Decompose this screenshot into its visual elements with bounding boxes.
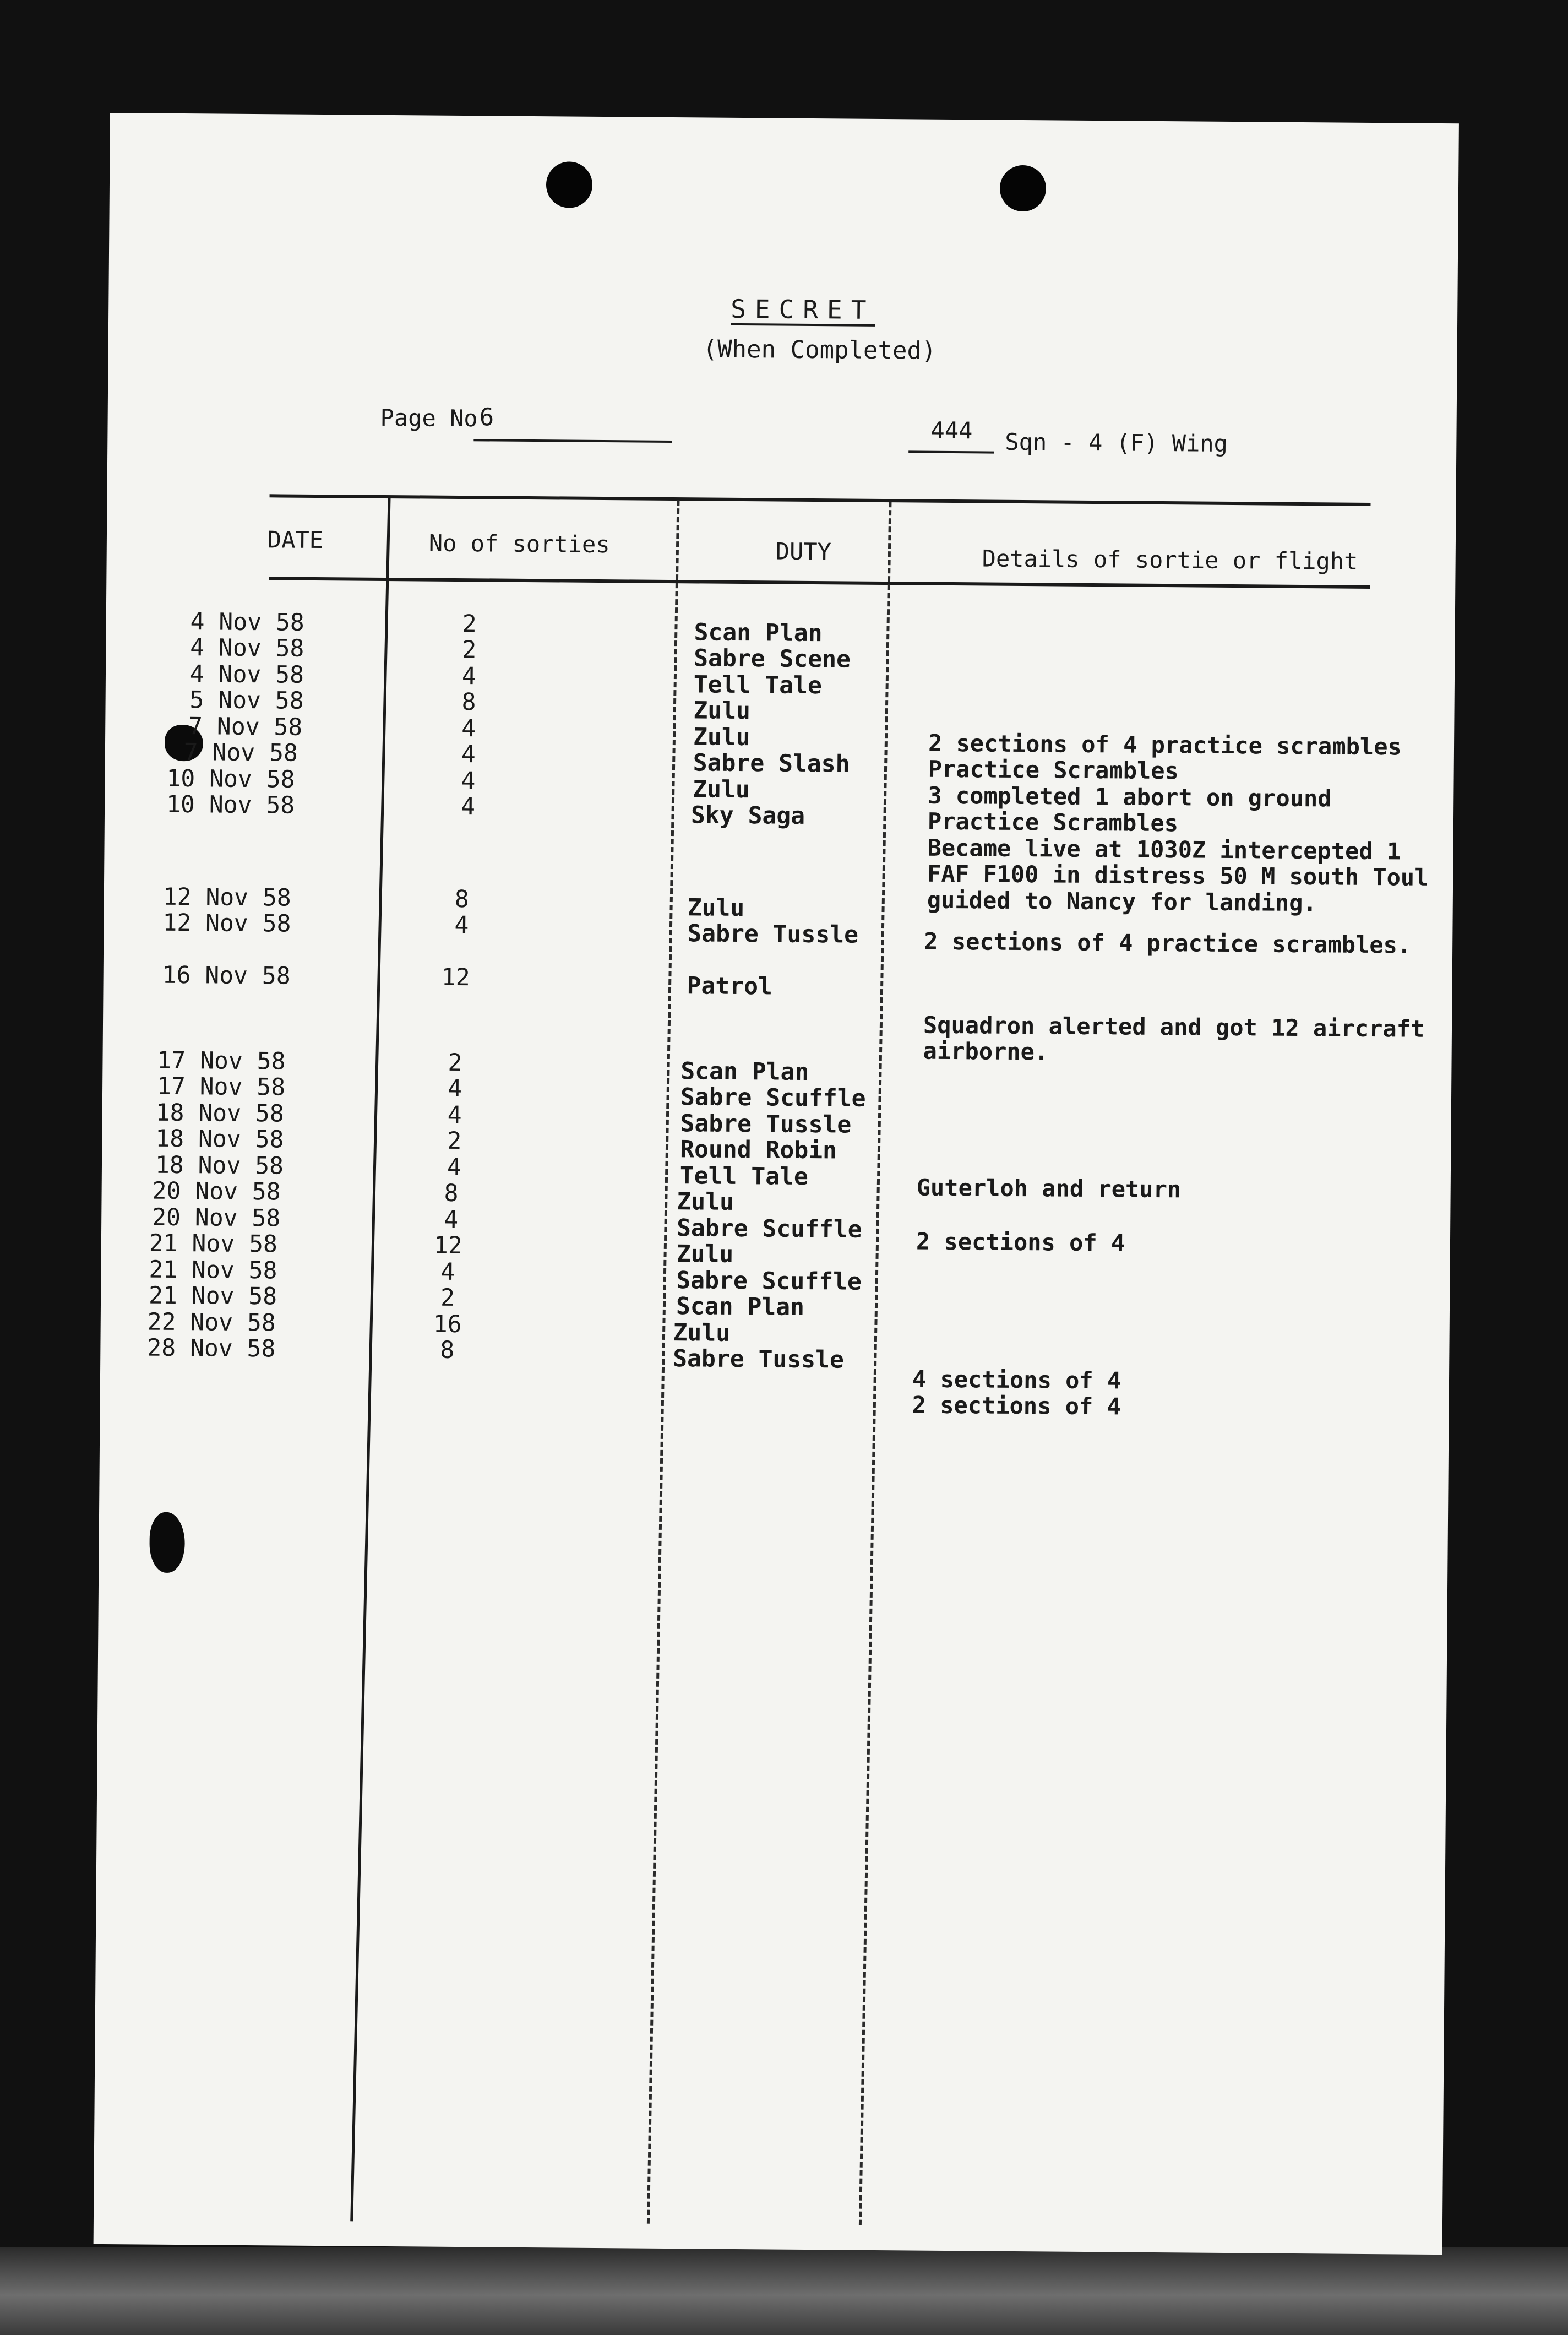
entry-detail-line: 2 sections of 4 practice scrambles <box>928 729 1402 761</box>
entry-detail-line: Practice Scrambles <box>927 807 1179 837</box>
entry-duty: Sabre Scene <box>694 644 851 674</box>
entry-sorties: 4 <box>454 911 469 940</box>
entry-date: 21 Nov 58 <box>149 1256 277 1285</box>
squadron-underline <box>908 450 994 453</box>
entry-sorties: 4 <box>447 1153 462 1182</box>
entry-duty: Zulu <box>693 697 751 725</box>
table-top-rule <box>270 494 1371 506</box>
entry-date: 12 Nov 58 <box>162 909 291 938</box>
entry-duty: Sky Saga <box>690 801 805 830</box>
entry-duty: Scan Plan <box>680 1057 809 1087</box>
entry-date: 21 Nov 58 <box>149 1229 278 1258</box>
entry-duty: Sabre Tussle <box>680 1110 852 1139</box>
punch-hole <box>546 161 593 208</box>
entry-sorties: 2 <box>440 1284 455 1312</box>
classification-note: (When Completed) <box>703 335 937 365</box>
entry-date: 18 Nov 58 <box>155 1125 284 1154</box>
entry-duty: Sabre Scuffle <box>680 1083 866 1112</box>
entry-date: 18 Nov 58 <box>155 1099 284 1128</box>
entry-sorties: 4 <box>460 793 476 821</box>
punch-hole <box>1000 165 1047 212</box>
entry-duty: Sabre Tussle <box>673 1345 845 1374</box>
column-header-sorties: No of sorties <box>428 529 610 558</box>
entry-duty: Sabre Slash <box>693 749 850 778</box>
column-divider <box>350 498 390 2221</box>
entry-date: 20 Nov 58 <box>152 1203 281 1232</box>
entry-sorties: 12 <box>433 1231 462 1260</box>
entry-detail-line: 3 completed 1 abort on ground <box>928 781 1332 812</box>
column-divider <box>859 502 892 2225</box>
page-number-value: 6 <box>479 403 494 432</box>
entry-sorties: 4 <box>461 715 476 743</box>
squadron-number: 444 <box>930 416 973 444</box>
entry-duty: Scan Plan <box>694 618 823 648</box>
document-page <box>94 113 1459 2255</box>
entry-date: 4 Nov 58 <box>189 660 304 689</box>
entry-duty: Round Robin <box>680 1136 837 1165</box>
entry-sorties: 2 <box>448 1049 462 1077</box>
column-header-date: DATE <box>267 526 324 554</box>
entry-duty: Zulu <box>693 723 750 752</box>
entry-date: 17 Nov 58 <box>156 1072 286 1101</box>
classification-title: SECRET <box>731 294 875 325</box>
entry-sorties: 4 <box>447 1074 462 1103</box>
entry-detail-line: 2 sections of 4 <box>912 1391 1121 1420</box>
entry-date: 12 Nov 58 <box>162 883 292 912</box>
entry-duty: Zulu <box>693 775 750 804</box>
entry-date: 28 Nov 58 <box>147 1334 276 1363</box>
entry-date: 20 Nov 58 <box>152 1177 281 1206</box>
entry-date: 7 Nov 58 <box>183 738 298 767</box>
entry-date: 22 Nov 58 <box>147 1308 276 1337</box>
entry-date: 4 Nov 58 <box>190 608 304 637</box>
ink-blot <box>149 1512 185 1573</box>
entry-sorties: 8 <box>444 1179 459 1208</box>
entry-sorties: 8 <box>440 1336 455 1364</box>
entry-duty: Sabre Tussle <box>687 920 859 949</box>
entry-duty: Scan Plan <box>676 1293 805 1321</box>
column-header-details: Details of sortie or flight <box>982 545 1358 575</box>
column-header-duty: DUTY <box>775 537 832 566</box>
entry-duty: Zulu <box>677 1188 734 1216</box>
entry-sorties: 16 <box>433 1310 462 1339</box>
entry-detail-line: Squadron alerted and got 12 aircraft <box>923 1011 1425 1042</box>
scan-backdrop <box>0 2247 1568 2335</box>
entry-duty: Tell Tale <box>693 671 823 700</box>
entry-sorties: 4 <box>461 741 476 769</box>
entry-date: 7 Nov 58 <box>188 713 303 741</box>
entry-duty: Sabre Scuffle <box>676 1267 862 1296</box>
entry-detail-line: guided to Nancy for landing. <box>927 886 1317 917</box>
entry-duty: Zulu <box>676 1240 734 1268</box>
entry-duty: Sabre Scuffle <box>676 1214 862 1243</box>
entry-date: 10 Nov 58 <box>166 790 295 819</box>
entry-sorties: 8 <box>461 688 476 716</box>
entry-sorties: 4 <box>447 1101 462 1130</box>
entry-detail-line: FAF F100 in distress 50 M south Toul <box>927 860 1429 891</box>
table-header-rule <box>269 577 1370 589</box>
entry-date: 10 Nov 58 <box>166 764 295 794</box>
entry-detail-line: Became live at 1030Z intercepted 1 <box>927 834 1401 865</box>
entry-sorties: 8 <box>454 885 469 914</box>
entry-sorties: 4 <box>444 1205 459 1234</box>
entry-duty: Tell Tale <box>679 1162 809 1191</box>
entry-date: 21 Nov 58 <box>148 1281 277 1311</box>
page-number-underline <box>473 439 672 443</box>
entry-date: 5 Nov 58 <box>189 686 304 715</box>
entry-detail-line: 2 sections of 4 practice scrambles. <box>924 927 1412 959</box>
entry-duty: Zulu <box>687 894 745 922</box>
squadron-label: Sqn - 4 (F) Wing <box>1005 428 1228 457</box>
entry-detail-line: Practice Scrambles <box>928 755 1179 785</box>
entry-duty: Patrol <box>687 972 773 1001</box>
entry-sorties: 4 <box>440 1258 455 1286</box>
entry-date: 18 Nov 58 <box>155 1151 284 1180</box>
entry-sorties: 4 <box>461 663 477 691</box>
entry-detail-line: Guterloh and return <box>916 1174 1182 1203</box>
page-number-label: Page No <box>380 404 478 432</box>
entry-sorties: 2 <box>447 1127 462 1155</box>
entry-date: 4 Nov 58 <box>190 634 304 663</box>
entry-sorties: 4 <box>461 767 476 795</box>
entry-detail-line: 2 sections of 4 <box>916 1228 1125 1257</box>
entry-sorties: 12 <box>441 963 470 992</box>
entry-duty: Zulu <box>673 1319 731 1347</box>
entry-sorties: 2 <box>462 636 477 664</box>
entry-date: 16 Nov 58 <box>162 961 291 990</box>
entry-sorties: 2 <box>462 610 477 638</box>
entry-detail-line: 4 sections of 4 <box>912 1365 1121 1394</box>
entry-date: 17 Nov 58 <box>157 1046 286 1076</box>
entry-detail-line: airborne. <box>923 1037 1049 1066</box>
